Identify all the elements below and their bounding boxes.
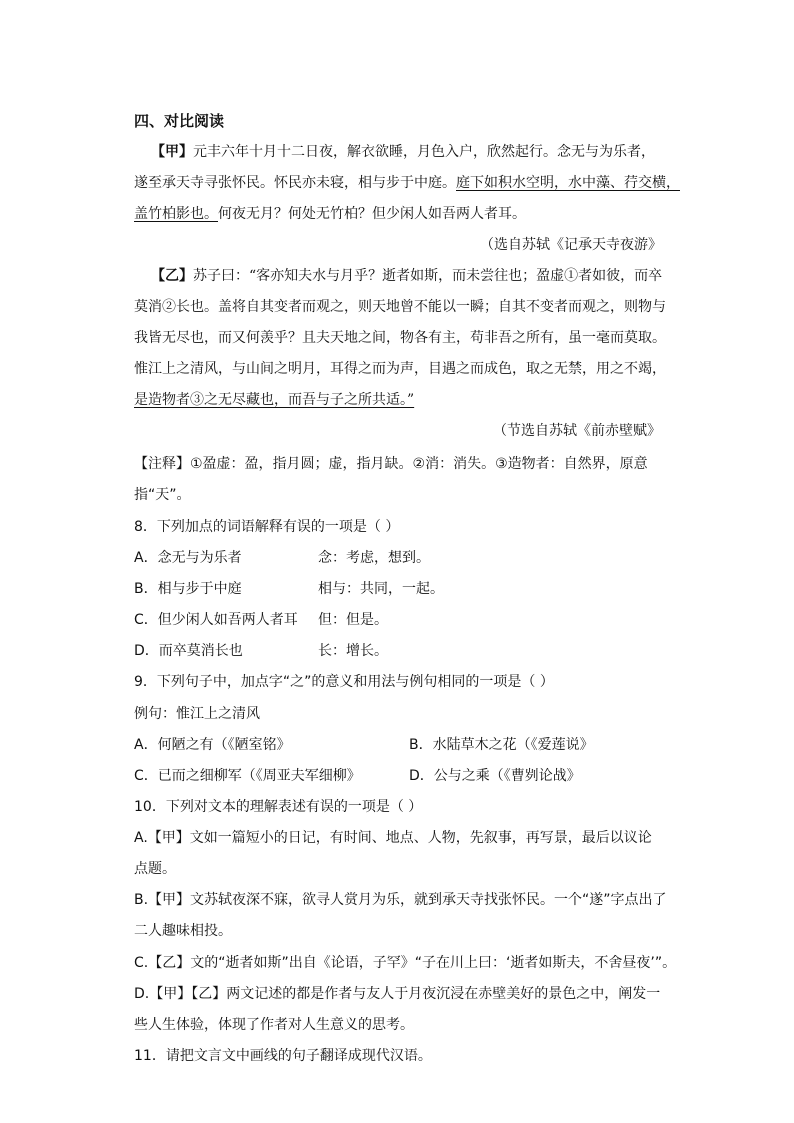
- question-8-option-c-explanation: 但：但是。: [318, 612, 388, 628]
- question-10-line: 点题。: [134, 861, 176, 877]
- question-8-option-b: B．相与步于中庭: [134, 581, 242, 597]
- passage-jia-text: 何夜无月？何处无竹柏？但少闲人如吾两人者耳。: [218, 206, 526, 222]
- passage-jia-line-2: [134, 172, 680, 192]
- passage-yi-line-5: [134, 389, 414, 409]
- underlined-sentence: 盖竹柏影也。: [134, 206, 218, 222]
- passage-yi-line-3: 我皆无尽也，而又何羡乎？且夫天地之间，物各有主，苟非吾之所有，虽一毫而莫取。: [134, 330, 666, 346]
- question-9-option-d: D．公与之乘（《曹刿论战》: [409, 768, 581, 784]
- question-8-option-a-explanation: 念：考虑，想到。: [318, 550, 430, 566]
- question-9-option-c: C．已而之细柳军（《周亚夫军细柳》: [134, 768, 361, 784]
- question-10-line: 二人趣味相投。: [134, 923, 232, 939]
- passage-yi-line-4: 惟江上之清风，与山间之明月，耳得之而为声，目遇之而成色，取之无禁，用之不竭，: [134, 361, 666, 377]
- question-8-option-b-explanation: 相与：共同，一起。: [318, 581, 444, 597]
- passage-yi-line-1: [151, 265, 662, 285]
- section-title: 四、对比阅读: [134, 112, 225, 130]
- question-10-line: 些人生体验，体现了作者对人生意义的思考。: [134, 1017, 414, 1033]
- question-9-option-a: A．何陋之有（《陋室铭》: [134, 737, 291, 753]
- passage-jia-line-3: [134, 203, 526, 223]
- underlined-sentence: 庭下如积水空明，水中藻、荇交横，: [456, 175, 680, 191]
- notes-line-1: 【注释】①盈虚：盈，指月圆；虚，指月缺。②消：消失。③造物者：自然界，原意: [134, 456, 648, 472]
- passage-yi-label: 【乙】: [151, 268, 193, 284]
- passage-jia-text: 元丰六年十月十二日夜，解衣欲睡，月色入户，欣然起行。念无与为乐者，: [193, 144, 655, 160]
- question-9-stem: 9．下列句子中，加点字“之”的意义和用法与例句相同的一项是（ ）: [134, 674, 554, 690]
- question-8-stem: 8．下列加点的词语解释有误的一项是（ ）: [134, 519, 400, 535]
- notes-line-2: 指“天”。: [134, 487, 191, 503]
- question-10-line: B.【甲】文苏轼夜深不寐，欲寻人赏月为乐，就到承天寺找张怀民。一个“遂”字点出了: [134, 892, 667, 908]
- passage-jia-label: 【甲】: [151, 144, 193, 160]
- passage-jia-text: 遂至承天寺寻张怀民。怀民亦未寝，相与步于中庭。: [134, 175, 456, 191]
- underlined-sentence: 是造物者③之无尽藏也，而吾与子之所共适。”: [134, 392, 415, 408]
- question-8-option-d-explanation: 长：增长。: [318, 643, 388, 659]
- question-8-option-d: D．而卒莫消长也: [134, 643, 243, 659]
- question-9-option-b: B．水陆草木之花（《爱莲说》: [409, 737, 594, 753]
- question-10-line: A.【甲】文如一篇短小的日记，有时间、地点、人物，先叙事，再写景，最后以议论: [134, 830, 652, 846]
- question-10-stem: 10．下列对文本的理解表述有误的一项是（ ）: [134, 799, 423, 815]
- passage-jia-source: （选自苏轼《记承天寺夜游》: [480, 237, 662, 253]
- question-10-line: D.【甲】【乙】两文记述的都是作者与友人于月夜沉浸在赤壁美好的景色之中，阐发一: [134, 986, 661, 1002]
- question-11-stem: 11．请把文言文中画线的句子翻译成现代汉语。: [134, 1048, 432, 1064]
- question-10-line: C.【乙】文的“逝者如斯”出自《论语，子罕》“子在川上曰：‘逝者如斯夫，不舍昼夜’”。: [134, 955, 677, 971]
- question-8-option-c: C．但少闲人如吾两人者耳: [134, 612, 298, 628]
- question-8-option-a: A．念无与为乐者: [134, 550, 242, 566]
- passage-yi-line-2: 莫消②长也。盖将自其变者而观之，则天地曾不能以一瞬；自其不变者而观之，则物与: [134, 299, 666, 315]
- question-9-example: 例句：惟江上之清风: [134, 706, 260, 722]
- passage-yi-source: （节选自苏轼《前赤壁赋》: [493, 423, 661, 439]
- passage-jia-line-1: [151, 141, 655, 161]
- passage-yi-text: 苏子曰：“客亦知夫水与月乎？逝者如斯，而未尝往也；盈虚①者如彼，而卒: [193, 268, 663, 284]
